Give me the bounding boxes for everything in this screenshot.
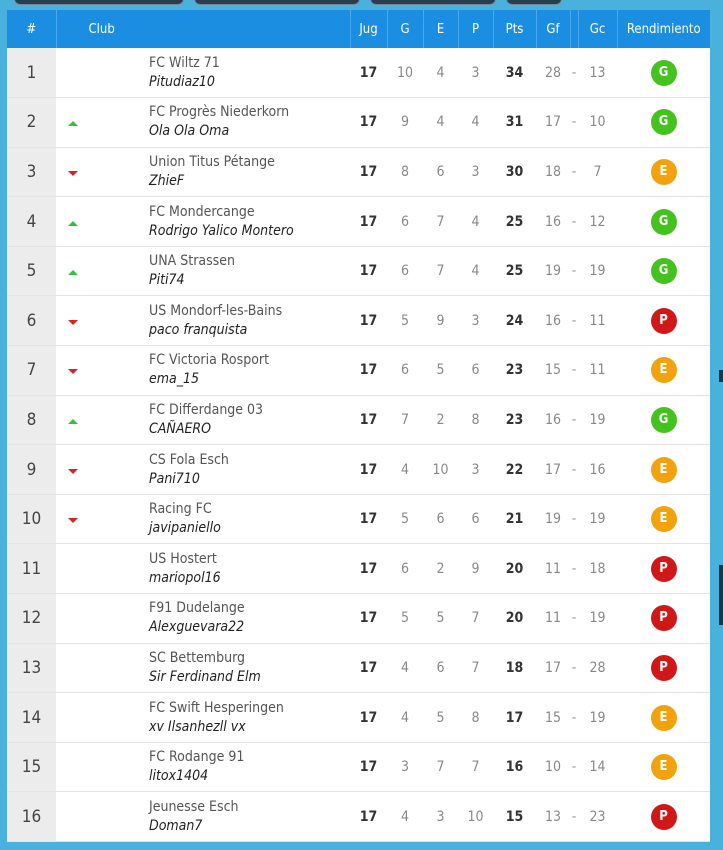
trend-down-icon bbox=[68, 171, 78, 176]
points-cell: 17 bbox=[505, 709, 524, 726]
edge-scroll-mark bbox=[719, 370, 723, 382]
drawn-cell: 7 bbox=[436, 759, 445, 776]
goals-separator: - bbox=[571, 312, 577, 329]
goals-against-cell: 23 bbox=[589, 808, 606, 825]
manager-name[interactable]: Ola Ola Oma bbox=[149, 123, 230, 140]
lost-cell: 6 bbox=[471, 511, 480, 528]
manager-name[interactable]: Doman7 bbox=[149, 817, 203, 834]
drawn-cell: 2 bbox=[436, 411, 445, 428]
goals-for-cell: 19 bbox=[545, 263, 562, 280]
goals-against-cell: 11 bbox=[589, 312, 606, 329]
manager-name[interactable]: Pitudiaz10 bbox=[149, 73, 215, 90]
lost-cell: 3 bbox=[471, 312, 480, 329]
goals-separator: - bbox=[571, 362, 577, 379]
goals-against-cell: 16 bbox=[589, 461, 606, 478]
goals-against-cell: 19 bbox=[589, 263, 606, 280]
team-name[interactable]: FC Differdange 03 bbox=[149, 401, 264, 418]
goals-separator: - bbox=[571, 213, 577, 230]
played-cell: 17 bbox=[359, 511, 378, 528]
header-jug[interactable]: Jug bbox=[350, 10, 387, 48]
position-cell: 10 bbox=[7, 494, 56, 544]
performance-badge: E bbox=[651, 506, 677, 532]
trend-cell bbox=[56, 296, 89, 346]
won-cell: 9 bbox=[401, 114, 410, 131]
points-cell: 15 bbox=[505, 808, 524, 825]
goals-for-cell: 10 bbox=[545, 759, 562, 776]
goals-for-cell: 28 bbox=[545, 64, 562, 81]
goals-for-cell: 18 bbox=[545, 163, 562, 180]
goals-for-cell: 11 bbox=[545, 610, 562, 627]
team-name[interactable]: Union Titus Pétange bbox=[149, 153, 275, 170]
club-cell[interactable] bbox=[89, 693, 350, 743]
points-cell: 24 bbox=[505, 312, 524, 329]
trend-cell bbox=[56, 147, 89, 197]
points-cell: 20 bbox=[505, 560, 524, 577]
performance-badge: G bbox=[651, 209, 677, 235]
manager-name[interactable]: xv Ilsanhezll vx bbox=[149, 718, 246, 735]
won-cell: 6 bbox=[401, 560, 410, 577]
points-cell: 23 bbox=[505, 411, 524, 428]
points-cell: 23 bbox=[505, 362, 524, 379]
club-cell[interactable] bbox=[89, 742, 350, 792]
club-cell[interactable] bbox=[89, 98, 350, 148]
goals-separator: - bbox=[571, 114, 577, 131]
table-row[interactable] bbox=[7, 494, 710, 544]
points-cell: 22 bbox=[505, 461, 524, 478]
goals-for-cell: 17 bbox=[545, 659, 562, 676]
won-cell: 4 bbox=[401, 709, 410, 726]
won-cell: 5 bbox=[401, 312, 410, 329]
goals-for-cell: 17 bbox=[545, 461, 562, 478]
goals-for-cell: 16 bbox=[545, 312, 562, 329]
trend-cell bbox=[56, 48, 89, 98]
top-tab-strip bbox=[0, 0, 723, 6]
drawn-cell: 5 bbox=[436, 709, 445, 726]
performance-badge: P bbox=[651, 605, 677, 631]
played-cell: 17 bbox=[359, 312, 378, 329]
drawn-cell: 2 bbox=[436, 560, 445, 577]
performance-badge: G bbox=[651, 258, 677, 284]
team-name[interactable]: FC Victoria Rosport bbox=[149, 352, 270, 369]
trend-cell bbox=[56, 197, 89, 247]
trend-up-icon bbox=[68, 419, 78, 424]
position-cell: 11 bbox=[7, 544, 56, 594]
points-cell: 20 bbox=[505, 610, 524, 627]
trend-cell bbox=[56, 544, 89, 594]
header-club[interactable]: Club bbox=[56, 10, 350, 48]
lost-cell: 8 bbox=[471, 709, 480, 726]
played-cell: 17 bbox=[359, 64, 378, 81]
performance-badge: E bbox=[651, 754, 677, 780]
played-cell: 17 bbox=[359, 411, 378, 428]
header-gf[interactable]: Gf bbox=[536, 10, 570, 48]
trend-up-icon bbox=[68, 121, 78, 126]
table-header bbox=[7, 10, 710, 48]
goals-separator: - bbox=[571, 709, 577, 726]
manager-name[interactable]: ema_15 bbox=[149, 371, 200, 388]
goals-for-cell: 13 bbox=[545, 808, 562, 825]
played-cell: 17 bbox=[359, 759, 378, 776]
lost-cell: 3 bbox=[471, 163, 480, 180]
trend-up-icon bbox=[68, 270, 78, 275]
goals-against-cell: 28 bbox=[589, 659, 606, 676]
points-cell: 21 bbox=[505, 511, 524, 528]
lost-cell: 4 bbox=[471, 213, 480, 230]
played-cell: 17 bbox=[359, 560, 378, 577]
lost-cell: 3 bbox=[471, 461, 480, 478]
played-cell: 17 bbox=[359, 709, 378, 726]
club-cell[interactable] bbox=[89, 792, 350, 842]
position-cell: 9 bbox=[7, 445, 56, 495]
played-cell: 17 bbox=[359, 610, 378, 627]
points-cell: 31 bbox=[505, 114, 524, 131]
club-cell[interactable] bbox=[89, 395, 350, 445]
played-cell: 17 bbox=[359, 163, 378, 180]
club-cell[interactable] bbox=[89, 147, 350, 197]
top-tab[interactable] bbox=[370, 0, 496, 5]
top-tab[interactable] bbox=[194, 0, 360, 5]
performance-cell bbox=[617, 48, 710, 98]
lost-cell: 7 bbox=[471, 659, 480, 676]
lost-cell: 8 bbox=[471, 411, 480, 428]
position-cell: 5 bbox=[7, 246, 56, 296]
table-row[interactable] bbox=[7, 48, 710, 98]
trend-cell bbox=[56, 246, 89, 296]
points-cell: 34 bbox=[505, 64, 524, 81]
performance-cell bbox=[617, 246, 710, 296]
edge-scroll-mark bbox=[719, 565, 723, 625]
lost-cell: 9 bbox=[471, 560, 480, 577]
drawn-cell: 6 bbox=[436, 659, 445, 676]
goals-separator: - bbox=[571, 659, 577, 676]
won-cell: 6 bbox=[401, 213, 410, 230]
performance-badge: E bbox=[651, 705, 677, 731]
manager-name[interactable]: paco franquista bbox=[149, 321, 248, 338]
goals-for-cell: 15 bbox=[545, 709, 562, 726]
played-cell: 17 bbox=[359, 461, 378, 478]
position-cell: 16 bbox=[7, 792, 56, 842]
goals-separator: - bbox=[571, 560, 577, 577]
drawn-cell: 6 bbox=[436, 511, 445, 528]
won-cell: 6 bbox=[401, 362, 410, 379]
drawn-cell: 7 bbox=[436, 213, 445, 230]
performance-cell bbox=[617, 643, 710, 693]
position-cell: 8 bbox=[7, 395, 56, 445]
lost-cell: 6 bbox=[471, 362, 480, 379]
manager-name[interactable]: ZhieF bbox=[149, 172, 185, 189]
won-cell: 5 bbox=[401, 511, 410, 528]
goals-against-cell: 14 bbox=[589, 759, 606, 776]
performance-badge: G bbox=[651, 60, 677, 86]
goals-separator: - bbox=[571, 263, 577, 280]
goals-separator: - bbox=[571, 411, 577, 428]
table-row[interactable] bbox=[7, 792, 710, 842]
table-row[interactable] bbox=[7, 643, 710, 693]
performance-badge: E bbox=[651, 357, 677, 383]
top-tab[interactable] bbox=[14, 0, 184, 5]
goals-separator: - bbox=[571, 461, 577, 478]
lost-cell: 3 bbox=[471, 64, 480, 81]
performance-badge: G bbox=[651, 109, 677, 135]
header-e[interactable]: E bbox=[423, 10, 458, 48]
performance-cell bbox=[617, 147, 710, 197]
trend-cell bbox=[56, 395, 89, 445]
performance-cell bbox=[617, 296, 710, 346]
goals-against-cell: 11 bbox=[589, 362, 606, 379]
team-name[interactable]: CS Fola Esch bbox=[149, 451, 229, 468]
lost-cell: 4 bbox=[471, 263, 480, 280]
trend-cell bbox=[56, 594, 89, 644]
club-cell[interactable] bbox=[89, 197, 350, 247]
played-cell: 17 bbox=[359, 808, 378, 825]
position-cell: 6 bbox=[7, 296, 56, 346]
won-cell: 4 bbox=[401, 659, 410, 676]
trend-cell bbox=[56, 792, 89, 842]
drawn-cell: 4 bbox=[436, 64, 445, 81]
performance-badge: G bbox=[651, 407, 677, 433]
goals-against-cell: 18 bbox=[589, 560, 606, 577]
trend-cell bbox=[56, 494, 89, 544]
lost-cell: 7 bbox=[471, 610, 480, 627]
goals-separator: - bbox=[571, 511, 577, 528]
table-row[interactable] bbox=[7, 296, 710, 346]
team-name[interactable]: Jeunesse Esch bbox=[149, 798, 239, 815]
manager-name[interactable]: CAÑAERO bbox=[149, 420, 212, 437]
trend-down-icon bbox=[68, 369, 78, 374]
table-row[interactable] bbox=[7, 197, 710, 247]
trend-cell bbox=[56, 643, 89, 693]
table-row[interactable] bbox=[7, 98, 710, 148]
drawn-cell: 6 bbox=[436, 163, 445, 180]
standings-table-container bbox=[7, 10, 710, 842]
performance-badge: E bbox=[651, 457, 677, 483]
header-pts[interactable]: Pts bbox=[493, 10, 536, 48]
goals-against-cell: 19 bbox=[589, 411, 606, 428]
goals-against-cell: 10 bbox=[589, 114, 606, 131]
header-gc[interactable]: Gc bbox=[578, 10, 617, 48]
trend-cell bbox=[56, 346, 89, 396]
club-cell[interactable] bbox=[89, 494, 350, 544]
goals-against-cell: 7 bbox=[593, 163, 602, 180]
club-cell[interactable] bbox=[89, 594, 350, 644]
performance-cell bbox=[617, 594, 710, 644]
points-cell: 25 bbox=[505, 213, 524, 230]
manager-name[interactable]: litox1404 bbox=[149, 768, 209, 785]
club-cell[interactable] bbox=[89, 296, 350, 346]
goals-separator: - bbox=[571, 64, 577, 81]
table-row[interactable] bbox=[7, 395, 710, 445]
points-cell: 16 bbox=[505, 759, 524, 776]
team-name[interactable]: UNA Strassen bbox=[149, 253, 235, 270]
won-cell: 4 bbox=[401, 808, 410, 825]
goals-for-cell: 19 bbox=[545, 511, 562, 528]
goals-for-cell: 16 bbox=[545, 213, 562, 230]
performance-badge: P bbox=[651, 655, 677, 681]
drawn-cell: 5 bbox=[436, 362, 445, 379]
club-cell[interactable] bbox=[89, 445, 350, 495]
club-cell[interactable] bbox=[89, 544, 350, 594]
won-cell: 7 bbox=[401, 411, 410, 428]
position-cell: 15 bbox=[7, 742, 56, 792]
top-tab[interactable] bbox=[506, 0, 562, 5]
table-row[interactable] bbox=[7, 742, 710, 792]
won-cell: 5 bbox=[401, 610, 410, 627]
header-sep bbox=[570, 10, 578, 48]
drawn-cell: 10 bbox=[432, 461, 449, 478]
manager-name[interactable]: javipaniello bbox=[149, 520, 221, 537]
club-cell[interactable] bbox=[89, 643, 350, 693]
manager-name[interactable]: Alexguevara22 bbox=[149, 619, 245, 636]
goals-for-cell: 17 bbox=[545, 114, 562, 131]
played-cell: 17 bbox=[359, 114, 378, 131]
won-cell: 3 bbox=[401, 759, 410, 776]
team-name[interactable]: SC Bettemburg bbox=[149, 649, 245, 666]
position-cell: 2 bbox=[7, 98, 56, 148]
goals-against-cell: 13 bbox=[589, 64, 606, 81]
position-cell: 3 bbox=[7, 147, 56, 197]
performance-cell bbox=[617, 445, 710, 495]
goals-against-cell: 19 bbox=[589, 709, 606, 726]
table-row[interactable] bbox=[7, 147, 710, 197]
performance-badge: P bbox=[651, 308, 677, 334]
position-cell: 4 bbox=[7, 197, 56, 247]
table-row[interactable] bbox=[7, 346, 710, 396]
played-cell: 17 bbox=[359, 362, 378, 379]
header-g[interactable]: G bbox=[387, 10, 423, 48]
table-row[interactable] bbox=[7, 246, 710, 296]
performance-cell bbox=[617, 197, 710, 247]
manager-name[interactable]: Piti74 bbox=[149, 272, 185, 289]
table-row[interactable] bbox=[7, 544, 710, 594]
manager-name[interactable]: Rodrigo Yalico Montero bbox=[149, 222, 294, 239]
drawn-cell: 5 bbox=[436, 610, 445, 627]
team-name[interactable]: US Hostert bbox=[149, 550, 217, 567]
performance-cell bbox=[617, 792, 710, 842]
drawn-cell: 9 bbox=[436, 312, 445, 329]
header-rendimiento[interactable]: Rendimiento bbox=[626, 21, 701, 37]
goals-separator: - bbox=[571, 610, 577, 627]
played-cell: 17 bbox=[359, 263, 378, 280]
trend-cell bbox=[56, 693, 89, 743]
position-cell: 7 bbox=[7, 346, 56, 396]
club-cell[interactable] bbox=[89, 48, 350, 98]
team-name[interactable]: FC Rodange 91 bbox=[149, 749, 245, 766]
table-row[interactable] bbox=[7, 445, 710, 495]
position-cell: 1 bbox=[7, 48, 56, 98]
trend-down-icon bbox=[68, 469, 78, 474]
drawn-cell: 3 bbox=[436, 808, 445, 825]
trend-cell bbox=[56, 742, 89, 792]
lost-cell: 10 bbox=[467, 808, 484, 825]
trend-cell bbox=[56, 445, 89, 495]
club-cell[interactable] bbox=[89, 346, 350, 396]
points-cell: 30 bbox=[505, 163, 524, 180]
standings-table bbox=[7, 10, 710, 842]
team-name[interactable]: FC Swift Hesperingen bbox=[149, 699, 284, 716]
trend-down-icon bbox=[68, 320, 78, 325]
won-cell: 8 bbox=[401, 163, 410, 180]
trend-down-icon bbox=[68, 518, 78, 523]
table-row[interactable] bbox=[7, 693, 710, 743]
position-cell: 13 bbox=[7, 643, 56, 693]
manager-name[interactable]: Sir Ferdinand Elm bbox=[149, 668, 261, 685]
goals-against-cell: 19 bbox=[589, 610, 606, 627]
position-cell: 14 bbox=[7, 693, 56, 743]
manager-name[interactable]: Pani710 bbox=[149, 470, 200, 487]
won-cell: 10 bbox=[397, 64, 414, 81]
points-cell: 18 bbox=[505, 659, 524, 676]
performance-badge: P bbox=[651, 804, 677, 830]
performance-cell bbox=[617, 494, 710, 544]
played-cell: 17 bbox=[359, 659, 378, 676]
goals-against-cell: 19 bbox=[589, 511, 606, 528]
performance-cell bbox=[617, 544, 710, 594]
goals-for-cell: 16 bbox=[545, 411, 562, 428]
drawn-cell: 4 bbox=[436, 114, 445, 131]
manager-name[interactable]: mariopol16 bbox=[149, 569, 221, 586]
position-cell: 12 bbox=[7, 594, 56, 644]
header-pos[interactable]: # bbox=[7, 10, 56, 48]
team-name[interactable]: FC Mondercange bbox=[149, 203, 255, 220]
performance-cell bbox=[617, 346, 710, 396]
team-name[interactable]: US Mondorf-les-Bains bbox=[149, 302, 283, 319]
performance-cell bbox=[617, 395, 710, 445]
performance-cell bbox=[617, 98, 710, 148]
header-p[interactable]: P bbox=[458, 10, 493, 48]
points-cell: 25 bbox=[505, 263, 524, 280]
performance-cell bbox=[617, 742, 710, 792]
drawn-cell: 7 bbox=[436, 263, 445, 280]
goals-against-cell: 12 bbox=[589, 213, 606, 230]
performance-cell bbox=[617, 693, 710, 743]
team-name[interactable]: Racing FC bbox=[149, 501, 212, 518]
club-cell[interactable] bbox=[89, 246, 350, 296]
lost-cell: 4 bbox=[471, 114, 480, 131]
lost-cell: 7 bbox=[471, 759, 480, 776]
won-cell: 6 bbox=[401, 263, 410, 280]
trend-cell bbox=[56, 98, 89, 148]
team-name[interactable]: F91 Dudelange bbox=[149, 600, 245, 617]
goals-for-cell: 11 bbox=[545, 560, 562, 577]
performance-badge: E bbox=[651, 159, 677, 185]
won-cell: 4 bbox=[401, 461, 410, 478]
trend-up-icon bbox=[68, 221, 78, 226]
played-cell: 17 bbox=[359, 213, 378, 230]
team-name[interactable]: FC Wiltz 71 bbox=[149, 54, 220, 71]
goals-separator: - bbox=[571, 759, 577, 776]
team-name[interactable]: FC Progrès Niederkorn bbox=[149, 104, 290, 121]
goals-separator: - bbox=[571, 808, 577, 825]
performance-badge: P bbox=[651, 556, 677, 582]
table-row[interactable] bbox=[7, 594, 710, 644]
goals-for-cell: 15 bbox=[545, 362, 562, 379]
goals-separator: - bbox=[571, 163, 577, 180]
